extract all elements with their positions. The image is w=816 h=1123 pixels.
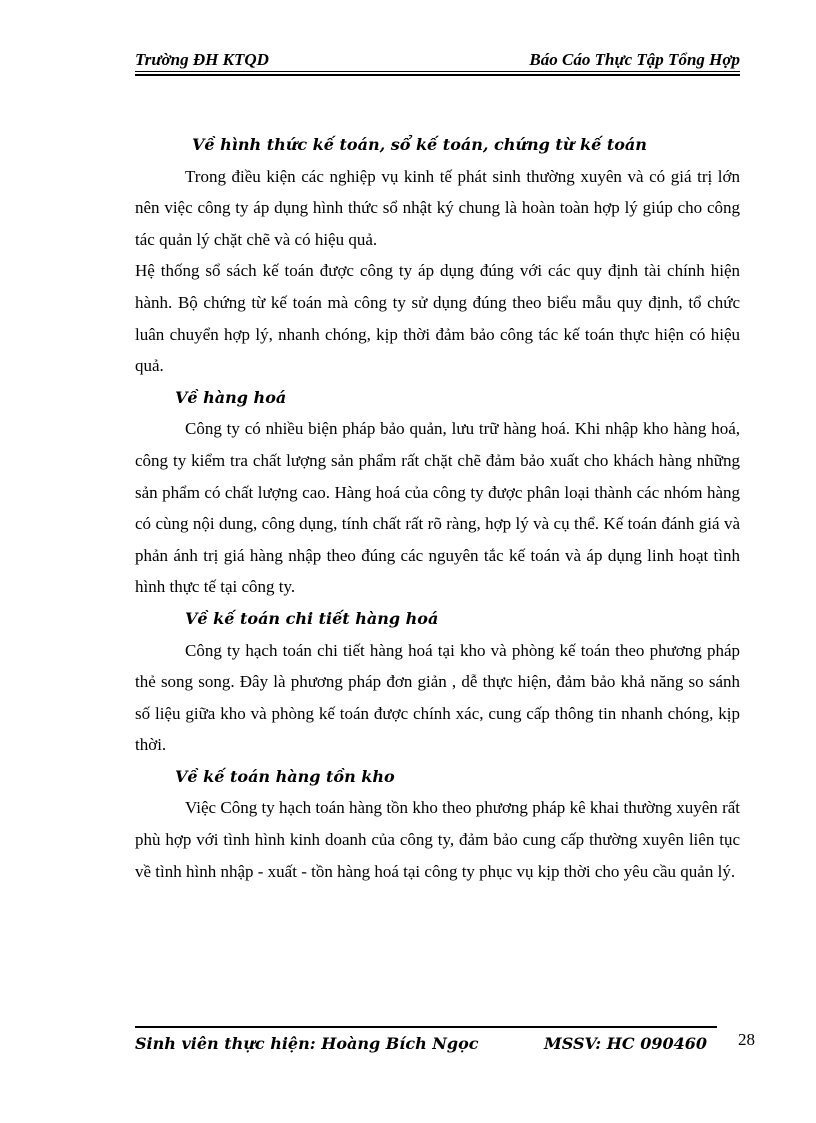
page-number: 28 bbox=[738, 1030, 755, 1049]
header-report-title: Báo Cáo Thực Tập Tổng Hợp bbox=[529, 50, 740, 69]
footer-student: Sinh viên thực hiện: Hoàng Bích Ngọc bbox=[135, 1034, 479, 1053]
section-heading-detail-accounting: Về kế toán chi tiết hàng hoá bbox=[185, 608, 439, 628]
header-divider-thick bbox=[135, 74, 740, 76]
section-heading-accounting-form: Về hình thức kế toán, sổ kế toán, chứng từ kế toán bbox=[192, 135, 647, 154]
paragraph: Việc Công ty hạch toán hàng tồn kho theo phương pháp kê khai thường xuyên rất phù hợp với tình hình kinh doanh của công ty, đảm bảo cung cấp thường xuyên liên tục về tình hình nhập - xuất - tồn hàng hoá tại công ty phục vụ kịp thời cho yêu cầu quản lý. bbox=[135, 798, 740, 881]
paragraph: Công ty có nhiều biện pháp bảo quản, lưu trữ hàng hoá. Khi nhập kho hàng hoá, công ty kiểm tra chất lượng sản phẩm rất chặt chẽ đảm bảo xuất cho khách hàng những sản phẩm có chất lượng cao. Hàng hoá của công ty được phân loại thành các nhóm hàng có cùng nội dung, công dụng, tính chất rất rõ ràng, hợp lý và cụ thể. Kế toán đánh giá và phản ánh trị giá hàng nhập theo đúng các nguyên tắc kế toán và áp dụng linh hoạt tình hình thực tế tại công ty. bbox=[135, 419, 740, 597]
section-heading-goods: Về hàng hoá bbox=[175, 387, 287, 407]
header-divider bbox=[135, 71, 740, 72]
paragraph: Hệ thống sổ sách kế toán được công ty áp dụng đúng với các quy định tài chính hiện hành. Bộ chứng từ kế toán mà công ty sử dụng đúng theo biểu mẫu quy định, tổ chức luân chuyển hợp lý, nhanh chóng, kịp thời đảm bảo công tác kế toán thực hiện có hiệu quả. bbox=[135, 261, 740, 376]
section-heading-inventory: Về kế toán hàng tồn kho bbox=[175, 766, 395, 786]
page-body bbox=[135, 129, 740, 887]
paragraph: Trong điều kiện các nghiệp vụ kinh tế phát sinh thường xuyên và có giá trị lớn nên việc công ty áp dụng hình thức sổ nhật ký chung là hoàn toàn hợp lý giúp cho công tác quản lý chặt chẽ và có hiệu quả. bbox=[135, 166, 740, 249]
paragraph: Công ty hạch toán chi tiết hàng hoá tại kho và phòng kế toán theo phương pháp thẻ song song. Đây là phương pháp đơn giản , dễ thực hiện, đảm bảo khả năng so sánh số liệu giữa kho và phòng kế toán được chính xác, cung cấp thông tin nhanh chóng, kịp thời. bbox=[135, 640, 740, 755]
footer-divider bbox=[135, 1026, 717, 1028]
footer-student-id: MSSV: HC 090460 bbox=[544, 1034, 707, 1053]
page-footer bbox=[135, 1034, 717, 1058]
header-school: Trường ĐH KTQD bbox=[135, 50, 269, 69]
